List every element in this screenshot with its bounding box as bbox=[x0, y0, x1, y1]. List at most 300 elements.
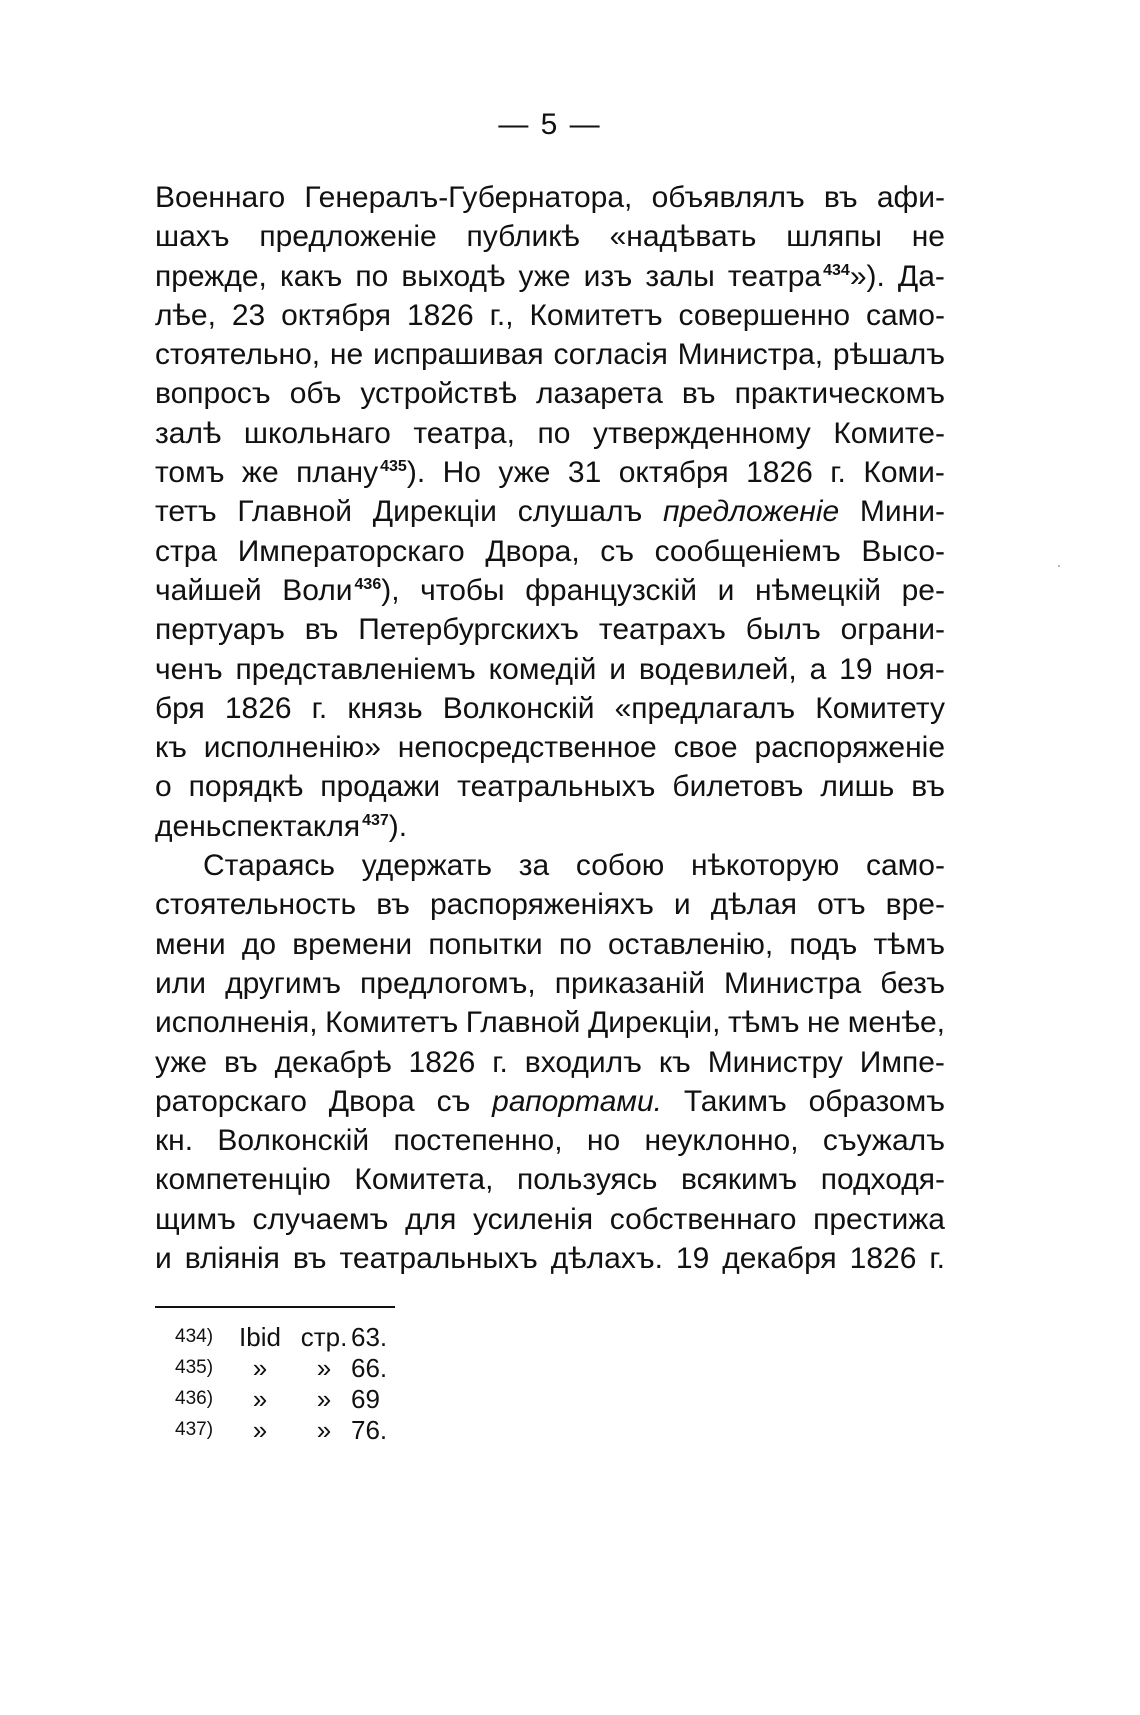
word bbox=[684, 1082, 787, 1121]
word-text: Генералъ-Губернатора, bbox=[304, 181, 633, 214]
word-text: Дирекціи bbox=[372, 495, 497, 529]
word bbox=[809, 1082, 945, 1121]
word-text: объявлялъ bbox=[651, 181, 805, 214]
word-text: сообщеніемъ bbox=[654, 534, 841, 568]
text-line bbox=[155, 689, 945, 728]
word-text: дѣлая bbox=[710, 888, 798, 922]
word bbox=[529, 296, 662, 335]
word-text: собственнаго bbox=[609, 1202, 797, 1236]
footnote-ref: 434 bbox=[823, 261, 850, 279]
word-text: исполненію» bbox=[203, 731, 381, 765]
word bbox=[155, 257, 267, 296]
word bbox=[728, 1003, 800, 1042]
word-text: рѣшалъ bbox=[832, 338, 945, 372]
word-text: залѣ bbox=[155, 416, 222, 450]
text-line bbox=[155, 178, 945, 217]
word bbox=[610, 1200, 797, 1239]
word bbox=[861, 532, 945, 571]
word-text: г. bbox=[492, 1045, 508, 1079]
word bbox=[492, 1082, 662, 1121]
word bbox=[155, 767, 172, 806]
word-text: г. bbox=[311, 691, 328, 725]
word-text: чтобы bbox=[420, 573, 505, 607]
word-text: вліянія bbox=[184, 1242, 280, 1276]
word bbox=[807, 1003, 840, 1042]
word bbox=[873, 925, 945, 964]
footnote-page-value: 69 bbox=[351, 1384, 380, 1414]
word bbox=[755, 571, 881, 610]
word-text: шахъ bbox=[155, 220, 230, 254]
text-line bbox=[155, 1043, 945, 1082]
word-text: распоряженіе bbox=[754, 731, 945, 765]
word bbox=[155, 1003, 318, 1042]
word-text: въ bbox=[292, 1242, 327, 1276]
word-text: и bbox=[717, 573, 735, 607]
word-text: Главной bbox=[237, 495, 353, 529]
word-text: порядкѣ bbox=[188, 770, 304, 804]
word bbox=[833, 335, 945, 374]
word-text: спектакля bbox=[221, 809, 361, 843]
word-text: Военнаго bbox=[155, 181, 286, 214]
word-text: не bbox=[911, 220, 945, 254]
footnote-source: » bbox=[252, 1353, 268, 1383]
word-text: Мини- bbox=[859, 495, 945, 529]
word-text: Коми- bbox=[863, 456, 945, 490]
word-text: день bbox=[155, 809, 222, 843]
word-text: 23 bbox=[231, 298, 266, 332]
word-text: Главной bbox=[465, 1006, 581, 1040]
word-text: залы bbox=[645, 259, 715, 293]
word-text: въ bbox=[911, 770, 945, 804]
word-text: тѣмъ bbox=[727, 1006, 800, 1040]
punctuation: ). bbox=[388, 809, 408, 843]
word-text: но bbox=[586, 1124, 621, 1158]
word-text: приказаній bbox=[554, 966, 705, 1000]
word bbox=[587, 1121, 620, 1160]
word-text: плану bbox=[296, 456, 379, 490]
text-line bbox=[155, 532, 945, 571]
word bbox=[204, 728, 381, 767]
word-text: 1826 bbox=[406, 298, 474, 332]
word bbox=[929, 1239, 945, 1278]
word-text: компетенцію bbox=[155, 1163, 331, 1197]
word bbox=[244, 414, 391, 453]
word bbox=[600, 532, 634, 571]
text-line bbox=[155, 1200, 945, 1239]
footnote-source: Ibid bbox=[239, 1322, 281, 1352]
word bbox=[155, 374, 271, 413]
word-text: предлогомъ, bbox=[360, 966, 536, 1000]
word-text: съ bbox=[436, 1084, 471, 1118]
word bbox=[898, 257, 945, 296]
word-text: съ bbox=[600, 534, 634, 568]
text-line bbox=[155, 374, 945, 413]
word bbox=[237, 492, 352, 531]
word bbox=[659, 1043, 691, 1082]
word-text: слушалъ bbox=[517, 495, 643, 529]
word bbox=[155, 728, 187, 767]
word bbox=[639, 650, 797, 689]
word-text: случаемъ bbox=[252, 1202, 389, 1236]
text-line bbox=[155, 807, 945, 846]
word-text: отъ bbox=[817, 888, 866, 922]
word bbox=[559, 925, 592, 964]
word bbox=[242, 453, 279, 492]
word-text: Дирекціи, bbox=[587, 1006, 721, 1040]
word-text: водевилей, bbox=[638, 652, 797, 686]
footnote-item bbox=[175, 1384, 575, 1415]
word-text: предложеніе bbox=[259, 220, 437, 254]
word bbox=[746, 453, 813, 492]
word bbox=[329, 1082, 415, 1121]
word bbox=[850, 1239, 917, 1278]
word bbox=[568, 453, 601, 492]
word-text: Воли bbox=[282, 573, 353, 607]
word bbox=[360, 964, 536, 1003]
text-line bbox=[155, 1082, 945, 1121]
word-text: уже bbox=[155, 1045, 208, 1079]
word bbox=[866, 846, 945, 885]
word bbox=[155, 335, 320, 374]
word bbox=[551, 1239, 663, 1278]
word bbox=[155, 492, 217, 531]
word bbox=[437, 1082, 471, 1121]
word-text: не bbox=[806, 1006, 841, 1040]
text-line bbox=[155, 650, 945, 689]
footnote-page-label: » bbox=[316, 1415, 332, 1445]
word-text: Двора, bbox=[485, 534, 580, 568]
word-text: Комите- bbox=[833, 416, 945, 450]
word-text: испрашивая bbox=[372, 338, 544, 372]
word-text: практическомъ bbox=[734, 377, 945, 411]
word-text: Комитету bbox=[815, 691, 945, 725]
word bbox=[678, 335, 824, 374]
word-text: щимъ bbox=[155, 1202, 236, 1236]
word bbox=[236, 650, 476, 689]
word bbox=[155, 650, 223, 689]
word-text: другимъ bbox=[225, 966, 341, 1000]
word-text: о bbox=[155, 770, 172, 804]
word bbox=[203, 846, 335, 885]
word bbox=[489, 650, 597, 689]
footnote-page-label: » bbox=[316, 1384, 332, 1414]
word bbox=[608, 925, 773, 964]
word bbox=[320, 767, 440, 806]
word bbox=[517, 1160, 657, 1199]
word bbox=[672, 767, 803, 806]
word-text: тѣмъ bbox=[873, 927, 945, 961]
word bbox=[490, 296, 514, 335]
word bbox=[525, 1043, 642, 1082]
word bbox=[538, 414, 571, 453]
word-text: до bbox=[241, 927, 277, 961]
word bbox=[330, 335, 363, 374]
word bbox=[155, 1043, 207, 1082]
word bbox=[619, 453, 729, 492]
word-text: стоятельно, bbox=[155, 338, 321, 372]
word bbox=[746, 610, 821, 649]
word-text: неуклонно, bbox=[644, 1124, 799, 1158]
text-line bbox=[155, 767, 945, 806]
word-text: Волконскій bbox=[442, 691, 595, 725]
word-text: стра bbox=[155, 534, 218, 568]
word-text: какъ bbox=[279, 259, 343, 293]
word bbox=[644, 1121, 798, 1160]
word bbox=[155, 1200, 236, 1239]
word bbox=[155, 925, 226, 964]
word bbox=[405, 1200, 456, 1239]
body-text bbox=[155, 178, 945, 1278]
word bbox=[830, 453, 846, 492]
word bbox=[221, 807, 407, 846]
word bbox=[593, 414, 811, 453]
footnote-number: 434) bbox=[175, 1326, 214, 1347]
word-text: Высо- bbox=[861, 534, 945, 568]
word bbox=[880, 964, 945, 1003]
word bbox=[312, 689, 328, 728]
word-text: непосредственное bbox=[397, 731, 657, 765]
footnote-source: » bbox=[252, 1384, 268, 1414]
word bbox=[810, 650, 827, 689]
word bbox=[519, 846, 549, 885]
word bbox=[280, 257, 342, 296]
word-text: Волконскій bbox=[217, 1124, 370, 1158]
text-line bbox=[155, 885, 945, 924]
footnote-number: 436) bbox=[175, 1388, 214, 1409]
word bbox=[754, 728, 945, 767]
word-text: вре- bbox=[885, 888, 945, 922]
word bbox=[428, 925, 542, 964]
word-text: всякимъ bbox=[681, 1163, 798, 1197]
word-text: согласія bbox=[553, 338, 668, 372]
word bbox=[155, 1239, 172, 1278]
word bbox=[355, 257, 388, 296]
word bbox=[674, 728, 738, 767]
word bbox=[576, 846, 664, 885]
text-line bbox=[155, 1239, 945, 1278]
word-text: удержать bbox=[361, 849, 493, 883]
word-text: въ bbox=[376, 888, 410, 922]
word-text: Но bbox=[442, 456, 481, 490]
word bbox=[492, 1043, 508, 1082]
word-text: князь bbox=[347, 691, 423, 725]
word bbox=[242, 925, 276, 964]
footnote-number: 437) bbox=[175, 1419, 214, 1440]
word-text: и bbox=[673, 888, 691, 922]
word bbox=[848, 1003, 945, 1042]
word bbox=[354, 1160, 493, 1199]
footnote-page-value: 66. bbox=[351, 1353, 388, 1383]
word-text: свое bbox=[673, 731, 738, 765]
footnote-item bbox=[175, 1322, 575, 1353]
word bbox=[663, 492, 839, 531]
word bbox=[902, 571, 945, 610]
word-text: само- bbox=[865, 298, 945, 332]
text-line bbox=[155, 453, 945, 492]
word-text: ограни- bbox=[840, 613, 945, 647]
word bbox=[155, 964, 206, 1003]
word-text: г., bbox=[489, 298, 514, 332]
word bbox=[360, 374, 517, 413]
word-text: шляпы bbox=[786, 220, 882, 254]
word bbox=[293, 1239, 327, 1278]
word bbox=[676, 1239, 709, 1278]
word bbox=[232, 296, 265, 335]
word-text: распоряженіяхъ bbox=[429, 888, 654, 922]
word bbox=[225, 689, 292, 728]
word-text: ноя- bbox=[885, 652, 945, 686]
word-text: для bbox=[405, 1202, 457, 1236]
word bbox=[155, 807, 221, 846]
word-text: театрахъ bbox=[598, 613, 726, 647]
word bbox=[189, 767, 304, 806]
word-text: театральныхъ bbox=[457, 770, 656, 804]
word bbox=[485, 532, 579, 571]
footnote-ref: 436 bbox=[354, 575, 382, 593]
word bbox=[724, 964, 861, 1003]
word-text: совершенно bbox=[678, 298, 851, 332]
word bbox=[886, 885, 945, 924]
word bbox=[610, 217, 757, 256]
word-text: за bbox=[518, 849, 550, 883]
word-text: 1826 bbox=[849, 1242, 917, 1276]
word-text: въ bbox=[681, 377, 716, 411]
word bbox=[155, 885, 356, 924]
word bbox=[820, 767, 894, 806]
word bbox=[185, 1239, 280, 1278]
word bbox=[588, 1003, 721, 1042]
word bbox=[224, 1043, 258, 1082]
word-text: къ bbox=[658, 1045, 691, 1079]
word bbox=[599, 610, 726, 649]
word-text: Да- bbox=[897, 259, 945, 293]
word bbox=[655, 532, 841, 571]
word-text: само- bbox=[866, 849, 945, 883]
word-text: нѣмецкій bbox=[755, 573, 881, 607]
word bbox=[645, 257, 715, 296]
word bbox=[373, 335, 544, 374]
word-text: 19 bbox=[675, 1242, 710, 1276]
word-text: г. bbox=[830, 456, 846, 490]
text-line bbox=[155, 1003, 945, 1042]
word bbox=[584, 257, 633, 296]
word-text: Комитетъ bbox=[529, 298, 663, 332]
word bbox=[718, 571, 735, 610]
text-line bbox=[155, 1160, 945, 1199]
word-text: Стараясь bbox=[203, 849, 335, 883]
word bbox=[413, 414, 515, 453]
word bbox=[259, 217, 436, 256]
word bbox=[340, 1239, 538, 1278]
word bbox=[155, 1121, 193, 1160]
word bbox=[615, 689, 796, 728]
footnote-page-label: » bbox=[316, 1353, 332, 1383]
word-text: 1826 bbox=[224, 691, 292, 725]
word-text: тетъ bbox=[155, 495, 217, 529]
punctuation: »). bbox=[849, 259, 885, 293]
word-text: октября bbox=[618, 456, 729, 490]
text-line bbox=[155, 335, 945, 374]
word bbox=[789, 925, 857, 964]
word-text: французскій bbox=[525, 573, 698, 607]
footnote-number: 435) bbox=[175, 1357, 214, 1378]
italic-word: предложеніе bbox=[662, 495, 840, 529]
word bbox=[674, 885, 691, 924]
word bbox=[253, 1200, 389, 1239]
word-text: мени bbox=[155, 927, 226, 961]
word bbox=[728, 257, 885, 296]
footnote-page-label: стр. bbox=[300, 1322, 348, 1352]
word bbox=[786, 217, 882, 256]
word-text: декабрѣ bbox=[274, 1045, 392, 1079]
word bbox=[518, 257, 570, 296]
word-text: Министра, bbox=[677, 338, 824, 372]
text-line bbox=[155, 1121, 945, 1160]
word-text: престижа bbox=[813, 1202, 945, 1236]
word bbox=[708, 1043, 843, 1082]
word-text: по bbox=[558, 927, 592, 961]
text-line bbox=[155, 610, 945, 649]
text-line bbox=[155, 925, 945, 964]
word-text: въ bbox=[823, 181, 858, 214]
word bbox=[304, 178, 632, 217]
word bbox=[393, 1121, 562, 1160]
word-text: а bbox=[809, 652, 827, 686]
punctuation: ). bbox=[406, 456, 426, 490]
word-text: театральныхъ bbox=[339, 1242, 538, 1276]
word-text: входилъ bbox=[524, 1045, 642, 1079]
word bbox=[885, 650, 945, 689]
footnote-source: » bbox=[252, 1415, 268, 1445]
word bbox=[155, 571, 262, 610]
word-text: пользуясь bbox=[517, 1163, 658, 1197]
word-text: исполненія, bbox=[155, 1006, 318, 1040]
word-text: не bbox=[329, 338, 364, 372]
word-text: школьнаго bbox=[243, 416, 391, 450]
word bbox=[817, 885, 866, 924]
word-text: Двора bbox=[328, 1084, 415, 1118]
word bbox=[911, 767, 945, 806]
footnote-divider bbox=[155, 1306, 395, 1308]
word bbox=[860, 1043, 945, 1082]
word bbox=[813, 1200, 945, 1239]
word-text: Петербургскихъ bbox=[358, 613, 580, 647]
text-line bbox=[155, 728, 945, 767]
word bbox=[155, 610, 285, 649]
word-text: публикѣ bbox=[466, 220, 580, 254]
word bbox=[155, 689, 205, 728]
word-text: 1826 bbox=[408, 1045, 476, 1079]
word bbox=[407, 296, 474, 335]
word-text: ре- bbox=[901, 573, 945, 607]
word bbox=[296, 453, 425, 492]
word-text: декабря bbox=[722, 1242, 837, 1276]
word bbox=[155, 178, 285, 217]
footnote-ref: 437 bbox=[362, 811, 389, 829]
word-text: театра, bbox=[413, 416, 515, 450]
word-text: чайшей bbox=[155, 573, 262, 607]
word-text: по bbox=[537, 416, 571, 450]
word-text: и bbox=[155, 1242, 172, 1276]
word-text: продажи bbox=[320, 770, 441, 804]
footnote-item bbox=[175, 1415, 575, 1446]
word-text: г. bbox=[929, 1242, 945, 1276]
word bbox=[155, 1082, 307, 1121]
word-text: Императорскаго bbox=[237, 534, 465, 568]
word-text: усиленія bbox=[473, 1202, 594, 1236]
word bbox=[155, 1160, 331, 1199]
word-text: стоятельность bbox=[155, 888, 357, 922]
